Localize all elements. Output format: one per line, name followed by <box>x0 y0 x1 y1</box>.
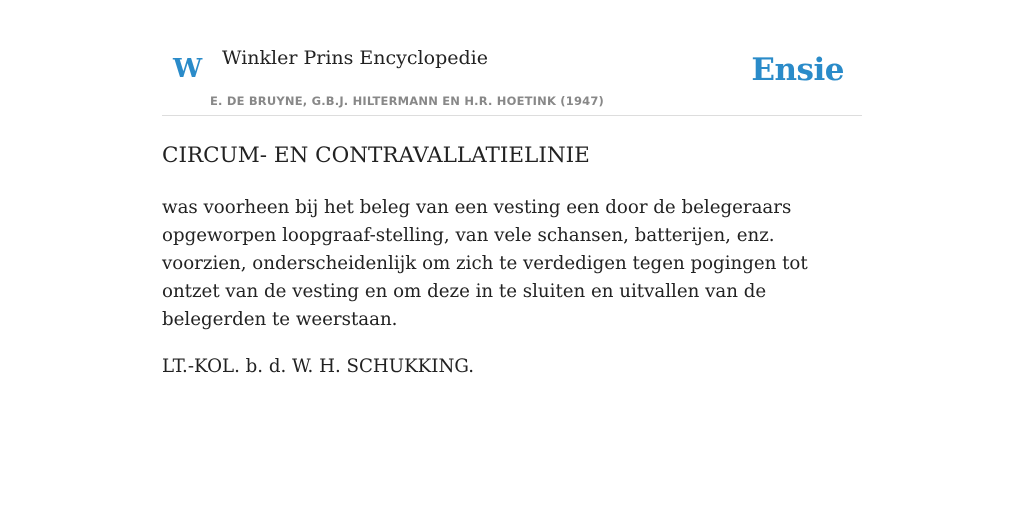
header <box>162 0 862 116</box>
article-author-signature: LT.-KOL. b. d. W. H. SCHUKKING. <box>162 356 475 377</box>
page <box>162 0 862 381</box>
source-logo-icon[interactable]: W <box>173 54 203 84</box>
article-body: was voorheen bij het beleg van een vesting een door de belegeraars opgeworpen loopgraaf-stelling, van vele schansen, batterijen, enz. voorzien, onderscheidenlijk om zich te verdedigen tegen pogingen tot ontzet van de vesting en om deze in te sluiten en uitvallen van de belegerden te weerstaan. <box>162 197 808 330</box>
source-authors: E. DE BRUYNE, G.B.J. HILTERMANN EN H.R. HOETINK (1947) <box>210 94 605 108</box>
source-title[interactable]: Winkler Prins Encyclopedie <box>222 47 488 69</box>
article-headword: CIRCUM- EN CONTRAVALLATIELINIE <box>162 143 590 168</box>
ensie-logo[interactable]: Ensie <box>751 52 844 88</box>
